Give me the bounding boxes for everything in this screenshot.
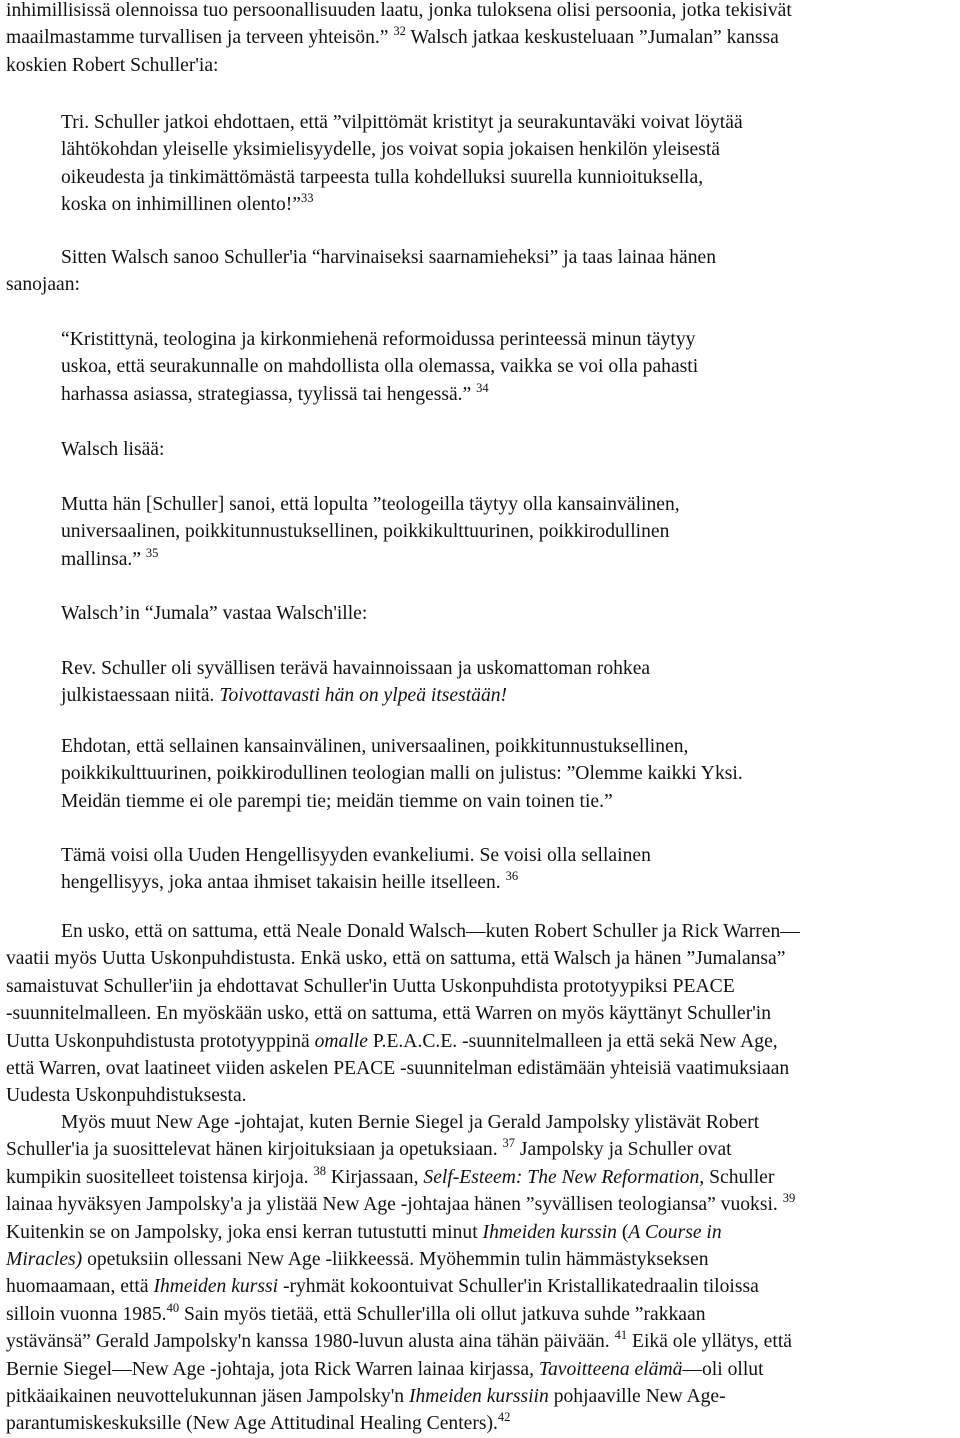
text-line: sanojaan: [6,274,80,296]
text-line: Walsch’in “Jumala” vastaa Walsch'ille: [61,603,368,624]
text-line: julkistaessaan niitä. Toivottavasti hän on ylpeä itsestään! [61,685,508,707]
text-line: koskien Robert Schuller'ia: [6,54,219,76]
blockquote-kristittyna [61,326,698,408]
text-line: lähtökohdan yleiselle yksimielisyydelle, jos voivat sopia jokaisen henkilön yleisestä [61,139,720,161]
text-line: inhimillisissä olennoissa tuo persoonallisuuden laatu, jonka tuloksena olisi persoonia, jotka tekisivät [6,0,792,21]
text-line: että Warren, ovat laatineet viiden askelen PEACE -suunnitelman edistämään yhteisiä vaatimuksiaan [6,1058,790,1080]
book-title: Ihmeiden kurssi [153,1276,279,1298]
footnote-ref-41: 41 [614,1328,628,1343]
text-line: silloin vuonna 1985.40 Sain myös tietää, että Schuller'illa oli ollut jatkuva suhde ”rakkaan [6,1300,706,1325]
text-line: Schuller'ia ja suosittelevat hänen kirjoituksiaan ja opetuksiaan. $^{37}$ Jampolsky ja Schuller ovat [6,1136,732,1161]
paragraph-walsch-lisaa [61,436,164,463]
book-title: Ihmeiden kurssiin [408,1386,549,1408]
blockquote-tama [61,842,651,897]
italic-text: Toivottavasti hän on ylpeä itsestään! [219,685,508,707]
text-line: Walsch lisää: [61,439,165,460]
text-line: samaistuvat Schuller'iin ja ehdottavat Schuller'in Uutta Uskonpuhdista prototyypiksi PEACE [6,975,735,997]
paragraph-en-usko [6,918,800,1110]
text-line: pitkäaikainen neuvottelukunnan jäsen Jampolsky'n Ihmeiden kurssiin pohjaaville New Age- [6,1386,726,1408]
book-title: Ihmeiden kurssin [482,1221,617,1243]
text-line: En usko, että on sattuma, että Neale Donald Walsch—kuten Robert Schuller ja Rick Warren— [61,921,800,942]
text-line: Mutta hän [Schuller] sanoi, että lopulta ”teologeilla täytyy olla kansainvälinen, [61,494,680,515]
text-line: Rev. Schuller oli syvällisen terävä havainnoissaan ja uskomattoman rohkea [61,658,651,679]
text-line: Miracles) opetuksiin ollessani New Age -liikkeessä. Myöhemmin tulin hämmästykseksen [6,1249,709,1271]
text-line: kumpikin suositelleet toistensa kirjoja. $^{38}$ Kirjassaan, Self-Esteem: The New Reformation, Schuller [6,1163,775,1188]
text-line: Uudesta Uskonpuhdistuksesta. [6,1085,247,1107]
text-line: vaatii myös Uutta Uskonpuhdistusta. Enkä usko, että on sattuma, että Walsch ja hänen ”Jumalansa” [6,948,786,970]
footnote-ref-37: 37 [502,1136,516,1151]
paragraph-jumala-vastaa [61,600,367,627]
footnote-ref-33: 33 [301,191,314,206]
footnote-ref-39: 39 [782,1191,796,1206]
footnote-ref-35: 35 [145,545,159,560]
text-line: ystävänsä” Gerald Jampolsky'n kanssa 1980-luvun alusta aina tähän päivään. $^{41}$ Eikä ole yllätys, että [6,1328,792,1353]
footnote-ref-38: 38 [313,1163,326,1178]
blockquote-schuller-respect [61,109,743,219]
text-line: poikkikulttuurinen, poikkirodullinen teologian malli on julistus: ”Olemme kaikki Yksi. [61,763,743,785]
text-line: Meidän tiemme ei ole parempi tie; meidän tiemme on vain toinen tie.” [61,790,613,812]
text-line: lainaa hyväksyen Jampolsky'a ja ylistää New Age -johtajaa hänen ”syvällisen teologiansa” vuoksi. $^{39}$ [6,1191,796,1216]
footnote-ref-40: 40 [166,1300,180,1315]
book-title: Miracles) [6,1249,83,1271]
text-line: Tri. Schuller jatkoi ehdottaen, että ”vilpittömät kristityt ja seurakuntaväki voivat löytää [61,112,743,133]
paragraph-intro [6,0,792,79]
paragraph-sitten [6,244,716,299]
text-line: mallinsa.” $^{35}$ [61,545,159,570]
text-line: -suunnitelmalleen. En myöskään usko, että on sattuma, että Warren on myös käyttänyt Schuller'in [6,1003,772,1025]
footnote-ref-34: 34 [476,380,489,395]
footnote-ref-42: 42 [497,1410,511,1425]
text-line: Kuitenkin se on Jampolsky, joka ensi kerran tutustutti minut Ihmeiden kurssin (A Course in [6,1221,722,1243]
blockquote-mutta [61,491,680,573]
paragraph-myos-muut [6,1109,795,1438]
text-line: Myös muut New Age -johtajat, kuten Bernie Siegel ja Gerald Jampolsky ylistävät Robert [61,1112,760,1133]
text-line: hengellisyys, joka antaa ihmiset takaisin heille itselleen. $^{36}$ [61,869,519,894]
book-title: Tavoitteena elämä [538,1358,683,1380]
blockquote-ehdotan [61,733,743,815]
text-line: Tämä voisi olla Uuden Hengellisyyden evankeliumi. Se voisi olla sellainen [61,845,651,866]
text-line: koska on inhimillinen olento!”$^{33}$ [61,191,314,216]
book-title: Self-Esteem: The New Reformation [423,1166,700,1188]
text-line: Sitten Walsch sanoo Schuller'ia “harvinaiseksi saarnamieheksi” ja taas lainaa hänen [61,247,717,268]
text-line: parantumiskeskuksille (New Age Attitudinal Healing Centers).$^{42}$ [6,1410,511,1435]
text-line: universaalinen, poikkitunnustuksellinen, poikkikulttuurinen, poikkirodullinen [61,521,670,543]
text-line: Bernie Siegel—New Age -johtaja, jota Rick Warren lainaa kirjassa, Tavoitteena elämä—oli ollut [6,1358,764,1380]
text-line: “Kristittynä, teologina ja kirkonmiehenä reformoidussa perinteessä minun täytyy [61,329,696,350]
italic-text: omalle [314,1030,368,1052]
text-line: harhassa asiassa, strategiassa, tyylissä tai hengessä.” $^{34}$ [61,380,489,405]
text-line: Ehdotan, että sellainen kansainvälinen, universaalinen, poikkitunnustuksellinen, [61,736,689,757]
text-line: Uutta Uskonpuhdistusta prototyyppinä omalle P.E.A.C.E. -suunnitelmalleen ja että sekä New Age, [6,1030,778,1052]
text-line: huomaamaan, että Ihmeiden kurssi -ryhmät kokoontuivat Schuller'in Kristallikatedraalin tiloissa [6,1276,759,1298]
footnote-ref-36: 36 [505,869,519,884]
blockquote-rev-schuller [61,655,650,710]
footnote-ref-32: 32 [393,24,406,39]
text-line: oikeudesta ja tinkimättömästä tarpeesta tulla kohdelluksi suurella kunnioituksella, [61,166,704,188]
book-title: A Course in [628,1221,722,1243]
text-line: maailmastamme turvallisen ja terveen yhteisön.” $^{32}$ Walsch jatkaa keskusteluaan ”Jumalan” kanssa [6,24,779,49]
text-line: uskoa, että seurakunnalle on mahdollista olla olemassa, vaikka se voi olla pahasti [61,356,699,378]
